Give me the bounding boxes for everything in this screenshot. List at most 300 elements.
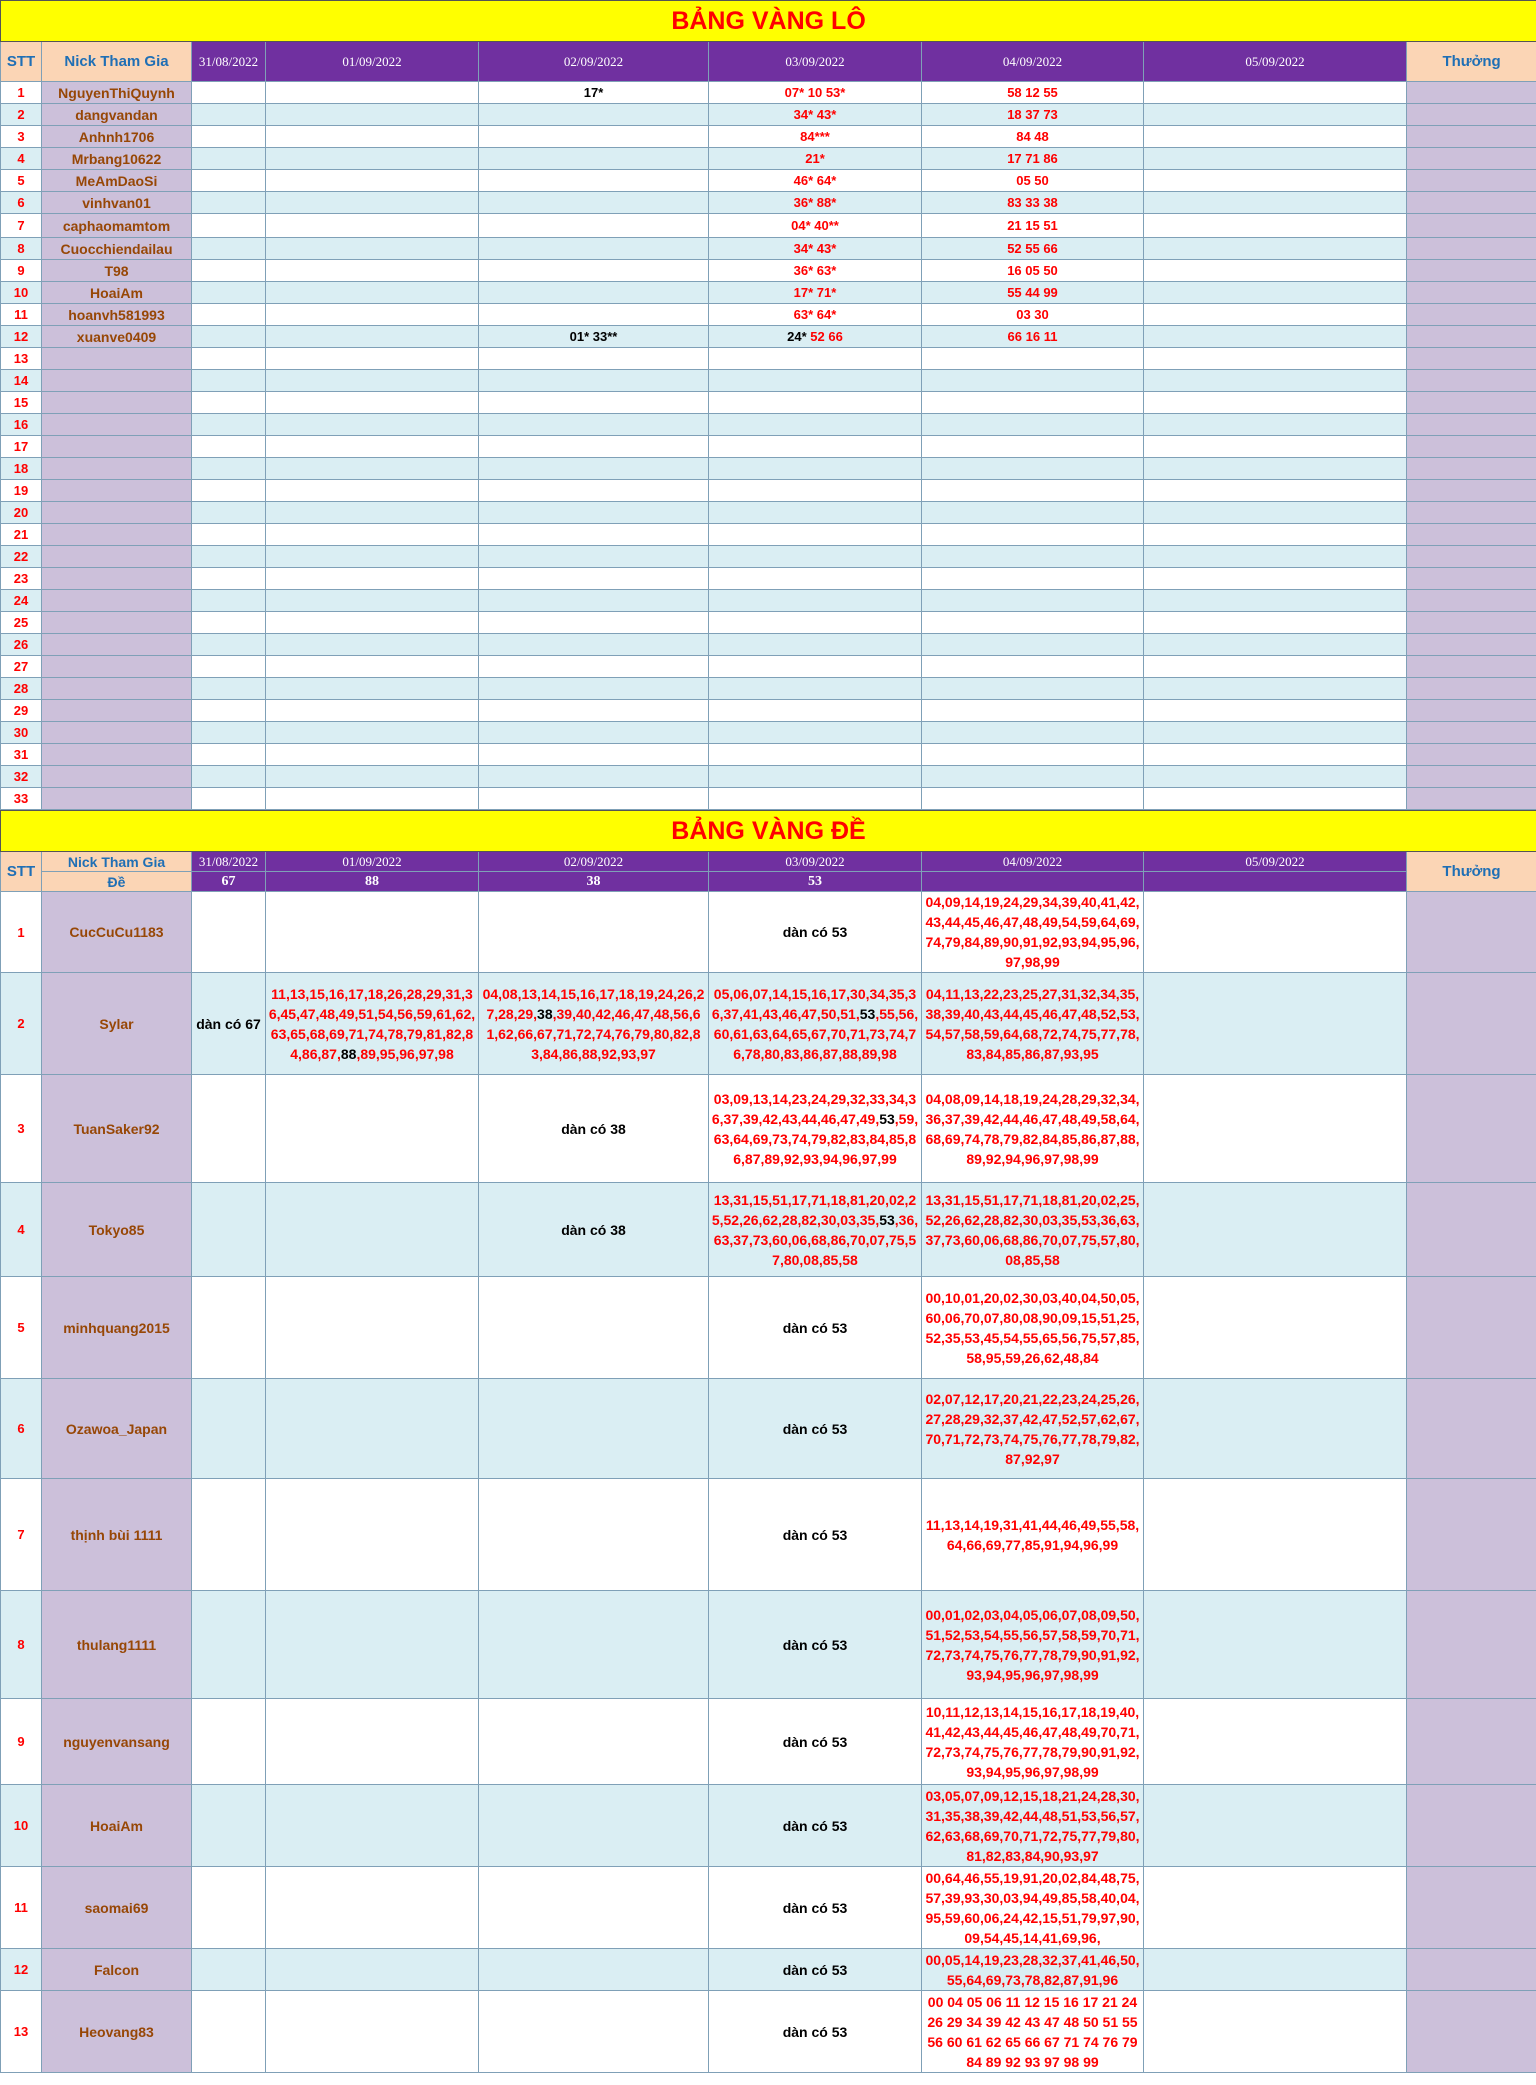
cell-entry xyxy=(479,1785,709,1867)
cell-empty xyxy=(1144,82,1407,104)
entry-text: 18 37 73 xyxy=(1007,107,1058,122)
row-stt: 5 xyxy=(1,170,42,192)
cell-entry: dàn có 67 xyxy=(192,973,266,1075)
cell-entry xyxy=(709,260,922,282)
cell-thuong xyxy=(1407,1379,1536,1479)
cell-entry xyxy=(479,973,709,1075)
cell-empty xyxy=(709,392,922,414)
cell-empty xyxy=(192,766,266,788)
cell-entry: dàn có 53 xyxy=(709,1991,922,2073)
cell-empty xyxy=(266,436,479,458)
cell-empty xyxy=(192,634,266,656)
row-stt: 2 xyxy=(1,973,42,1075)
row-stt: 11 xyxy=(1,1867,42,1949)
cell-thuong xyxy=(1407,436,1536,458)
entry-text: 10,11,12,13,14,15,16,17,18,19,40,41,42,43,44,45,46,47,48,49,70,71,72,73,74,75,76,77,78,79,90,91,92,93,94,95,96,97,98,99 xyxy=(925,1703,1140,1780)
cell-empty xyxy=(266,214,479,238)
row-nick: HoaiAm xyxy=(42,282,192,304)
cell-empty xyxy=(266,392,479,414)
de-title: BẢNG VÀNG ĐỀ xyxy=(1,811,1536,852)
cell-thuong xyxy=(1407,126,1536,148)
cell-thuong xyxy=(1407,192,1536,214)
cell-empty xyxy=(479,678,709,700)
cell-entry xyxy=(479,1379,709,1479)
cell-empty xyxy=(1144,104,1407,126)
result-value: 88 xyxy=(266,872,479,892)
cell-empty xyxy=(922,744,1144,766)
cell-empty xyxy=(192,282,266,304)
cell-thuong xyxy=(1407,1699,1536,1785)
row-nick: CucCuCu1183 xyxy=(42,892,192,973)
cell-empty xyxy=(192,148,266,170)
cell-entry xyxy=(922,1699,1144,1785)
cell-empty xyxy=(192,656,266,678)
row-stt: 1 xyxy=(1,892,42,973)
cell-entry xyxy=(922,1949,1144,1991)
cell-thuong xyxy=(1407,170,1536,192)
row-nick xyxy=(42,766,192,788)
cell-empty xyxy=(266,192,479,214)
table-row xyxy=(1,1479,1536,1591)
entry-text: 55 44 99 xyxy=(1007,285,1058,300)
row-stt: 9 xyxy=(1,1699,42,1785)
cell-entry xyxy=(709,170,922,192)
cell-thuong xyxy=(1407,744,1536,766)
cell-empty xyxy=(709,590,922,612)
cell-thuong xyxy=(1407,1591,1536,1699)
cell-entry xyxy=(922,126,1144,148)
cell-empty xyxy=(709,370,922,392)
entry-text: ,59,63,64,69,73,74,79,82,83,84,85,86,87,89,92,93,94,96,97,99 xyxy=(713,1110,919,1167)
cell-thuong xyxy=(1407,546,1536,568)
row-stt: 21 xyxy=(1,524,42,546)
row-stt: 17 xyxy=(1,436,42,458)
cell-empty xyxy=(922,590,1144,612)
entry-text: 00,10,01,20,02,30,03,40,04,50,05,60,06,70,07,80,08,90,09,15,51,25,52,35,53,45,54,55,65,56,75,57,85,58,95,59,26,62,48,84 xyxy=(925,1289,1140,1366)
cell-empty xyxy=(922,634,1144,656)
cell-entry xyxy=(266,1949,479,1991)
entry-text: 04,11,13,22,23,25,27,31,32,34,35,38,39,40,43,44,45,46,47,48,52,53,54,57,58,59,64,68,72,74,75,77,78,83,84,85,86,87,93,95 xyxy=(925,985,1140,1062)
cell-empty xyxy=(922,612,1144,634)
table-row xyxy=(1,1867,1536,1949)
cell-empty xyxy=(1144,590,1407,612)
cell-entry xyxy=(479,238,709,260)
cell-empty xyxy=(479,436,709,458)
cell-empty xyxy=(192,568,266,590)
table-row xyxy=(1,436,1536,458)
cell-empty xyxy=(709,700,922,722)
cell-empty xyxy=(1144,126,1407,148)
row-stt: 6 xyxy=(1,1379,42,1479)
cell-entry xyxy=(479,1991,709,2073)
cell-empty xyxy=(266,612,479,634)
row-nick xyxy=(42,744,192,766)
cell-empty xyxy=(922,348,1144,370)
cell-empty xyxy=(192,104,266,126)
row-stt: 7 xyxy=(1,214,42,238)
table-row xyxy=(1,1591,1536,1699)
cell-empty xyxy=(266,260,479,282)
cell-entry: dàn có 53 xyxy=(709,1379,922,1479)
header-date: 04/09/2022 xyxy=(922,852,1144,872)
cell-empty xyxy=(1144,973,1407,1075)
cell-thuong xyxy=(1407,502,1536,524)
cell-empty xyxy=(479,392,709,414)
cell-empty xyxy=(192,678,266,700)
table-row xyxy=(1,370,1536,392)
header-nick: Nick Tham Gia xyxy=(42,42,192,82)
row-nick xyxy=(42,502,192,524)
header-date: 03/09/2022 xyxy=(709,852,922,872)
row-nick: Ozawoa_Japan xyxy=(42,1379,192,1479)
table-row xyxy=(1,766,1536,788)
cell-entry xyxy=(266,1277,479,1379)
cell-entry xyxy=(266,1991,479,2073)
row-stt: 19 xyxy=(1,480,42,502)
cell-entry xyxy=(922,170,1144,192)
row-nick: MeAmDaoSi xyxy=(42,170,192,192)
cell-entry xyxy=(709,282,922,304)
cell-entry xyxy=(922,326,1144,348)
row-nick xyxy=(42,722,192,744)
row-stt: 29 xyxy=(1,700,42,722)
cell-empty xyxy=(1144,502,1407,524)
entry-text: 36* 63* xyxy=(793,263,837,278)
row-nick: Cuocchiendailau xyxy=(42,238,192,260)
entry-text: 02,07,12,17,20,21,22,23,24,25,26,27,28,29,32,37,42,47,52,57,62,67,70,71,72,73,74,75,76,77,78,79,82,87,92,97 xyxy=(925,1390,1140,1467)
cell-entry xyxy=(922,304,1144,326)
cell-empty xyxy=(266,634,479,656)
cell-empty xyxy=(479,458,709,480)
cell-entry xyxy=(479,126,709,148)
cell-entry xyxy=(266,1479,479,1591)
table-row xyxy=(1,282,1536,304)
entry-text: 13,31,15,51,17,71,18,81,20,02,25,52,26,62,28,82,30,03,35,53,36,63,37,73,60,06,68,86,70,07,75,57,80,08,85,58 xyxy=(925,1191,1140,1268)
header-date: 01/09/2022 xyxy=(266,852,479,872)
cell-empty xyxy=(1144,348,1407,370)
cell-empty xyxy=(479,656,709,678)
result-value: 67 xyxy=(192,872,266,892)
cell-empty xyxy=(1144,1479,1407,1591)
cell-empty xyxy=(1144,480,1407,502)
entry-text: 84 48 xyxy=(1016,129,1049,144)
cell-empty xyxy=(709,502,922,524)
cell-entry xyxy=(922,1075,1144,1183)
cell-empty xyxy=(192,458,266,480)
entry-text: 05,06,07,14,15,16,17,30,34,35,36,37,41,43,46,47,50,51, xyxy=(711,985,917,1022)
table-row xyxy=(1,1785,1536,1867)
cell-entry xyxy=(266,973,479,1075)
row-nick xyxy=(42,436,192,458)
cell-thuong xyxy=(1407,788,1536,810)
cell-empty xyxy=(922,370,1144,392)
entry-text: 01* 33** xyxy=(569,329,618,344)
row-nick: Mrbang10622 xyxy=(42,148,192,170)
cell-entry xyxy=(922,104,1144,126)
cell-empty xyxy=(1144,458,1407,480)
cell-entry xyxy=(479,1277,709,1379)
entry-text: 66 16 11 xyxy=(1007,329,1058,344)
entry-text: 13,31,15,51,17,71,18,81,20,02,25,52,26,62,28,82,30,03,35, xyxy=(711,1191,917,1228)
cell-thuong xyxy=(1407,1479,1536,1591)
row-stt: 16 xyxy=(1,414,42,436)
row-stt: 6 xyxy=(1,192,42,214)
cell-entry xyxy=(192,1867,266,1949)
cell-thuong xyxy=(1407,678,1536,700)
cell-empty xyxy=(266,126,479,148)
cell-entry xyxy=(479,1949,709,1991)
cell-empty xyxy=(1144,766,1407,788)
cell-empty xyxy=(266,348,479,370)
cell-empty xyxy=(192,126,266,148)
cell-empty xyxy=(1144,744,1407,766)
cell-thuong xyxy=(1407,214,1536,238)
table-row xyxy=(1,973,1536,1075)
header-date: 03/09/2022 xyxy=(709,42,922,82)
cell-empty xyxy=(479,414,709,436)
cell-entry xyxy=(922,260,1144,282)
cell-empty xyxy=(266,170,479,192)
entry-text: 17* xyxy=(583,85,604,100)
cell-entry xyxy=(192,1075,266,1183)
row-stt: 2 xyxy=(1,104,42,126)
cell-empty xyxy=(479,502,709,524)
entry-text: 16 05 50 xyxy=(1007,263,1058,278)
result-value xyxy=(922,872,1144,892)
entry-text: 83 33 38 xyxy=(1007,195,1058,210)
entry-text: 04,09,14,19,24,29,34,39,40,41,42,43,44,45,46,47,48,49,54,59,64,69,74,79,84,89,90,91,92,93,94,95,96,97,98,99 xyxy=(925,894,1140,970)
row-stt: 28 xyxy=(1,678,42,700)
row-nick: T98 xyxy=(42,260,192,282)
row-nick: xuanve0409 xyxy=(42,326,192,348)
cell-entry xyxy=(709,148,922,170)
cell-empty xyxy=(479,634,709,656)
table-row xyxy=(1,214,1536,238)
row-nick xyxy=(42,524,192,546)
cell-empty xyxy=(922,414,1144,436)
cell-thuong xyxy=(1407,1867,1536,1949)
cell-entry xyxy=(479,282,709,304)
row-stt: 18 xyxy=(1,458,42,480)
row-nick xyxy=(42,370,192,392)
cell-entry xyxy=(192,1277,266,1379)
cell-entry xyxy=(266,1183,479,1277)
cell-empty xyxy=(922,766,1144,788)
table-row xyxy=(1,392,1536,414)
lo-title: BẢNG VÀNG LÔ xyxy=(1,1,1536,42)
row-nick xyxy=(42,678,192,700)
row-nick: nguyenvansang xyxy=(42,1699,192,1785)
cell-empty xyxy=(266,722,479,744)
cell-entry xyxy=(192,1785,266,1867)
cell-entry: dàn có 38 xyxy=(479,1075,709,1183)
table-row xyxy=(1,612,1536,634)
cell-empty xyxy=(192,700,266,722)
row-stt: 3 xyxy=(1,126,42,148)
header-nick: Nick Tham Gia xyxy=(42,852,192,872)
cell-entry xyxy=(479,892,709,973)
entry-text: 03,09,13,14,23,24,29,32,33,34,36,37,39,42,43,44,46,47,49, xyxy=(711,1090,917,1127)
cell-empty xyxy=(266,700,479,722)
cell-empty xyxy=(192,192,266,214)
cell-entry xyxy=(922,973,1144,1075)
cell-entry xyxy=(922,1867,1144,1949)
cell-entry: dàn có 53 xyxy=(709,892,922,973)
cell-empty xyxy=(192,170,266,192)
table-row xyxy=(1,82,1536,104)
cell-entry xyxy=(709,326,922,348)
entry-text: 38 xyxy=(537,1005,553,1022)
row-nick xyxy=(42,590,192,612)
entry-text: 88 xyxy=(340,1045,357,1062)
cell-empty xyxy=(1144,656,1407,678)
cell-entry: dàn có 53 xyxy=(709,1277,922,1379)
cell-entry xyxy=(479,148,709,170)
row-stt: 10 xyxy=(1,1785,42,1867)
header-date: 04/09/2022 xyxy=(922,42,1144,82)
row-nick: thulang1111 xyxy=(42,1591,192,1699)
entry-text: ,89,95,96,97,98 xyxy=(356,1045,454,1062)
entry-text: 00 04 05 06 11 12 15 16 17 21 24 26 29 34 39 42 43 47 48 50 51 55 56 60 61 62 65 66 67 71 74 76 79 84 89 92 93 97 98 99 xyxy=(927,1993,1138,2070)
entry-text: 07* 10 53* xyxy=(784,85,846,100)
cell-empty xyxy=(266,480,479,502)
header-date: 02/09/2022 xyxy=(479,42,709,82)
header-thuong: Thưởng xyxy=(1407,852,1536,892)
cell-empty xyxy=(266,370,479,392)
row-stt: 30 xyxy=(1,722,42,744)
cell-entry xyxy=(709,1075,922,1183)
cell-empty xyxy=(1144,634,1407,656)
cell-entry xyxy=(192,1183,266,1277)
cell-empty xyxy=(922,678,1144,700)
row-stt: 5 xyxy=(1,1277,42,1379)
row-nick xyxy=(42,458,192,480)
cell-entry xyxy=(479,1479,709,1591)
row-stt: 12 xyxy=(1,326,42,348)
table-row xyxy=(1,414,1536,436)
cell-empty xyxy=(192,414,266,436)
cell-empty xyxy=(266,414,479,436)
cell-entry xyxy=(192,1591,266,1699)
header-date: 05/09/2022 xyxy=(1144,852,1407,872)
cell-entry: dàn có 53 xyxy=(709,1699,922,1785)
table-row xyxy=(1,104,1536,126)
cell-empty xyxy=(266,82,479,104)
entry-text: 04,08,09,14,18,19,24,28,29,32,34,36,37,39,42,44,46,47,48,49,58,64,68,69,74,78,79,82,84,85,86,87,88,89,92,94,96,97,98,99 xyxy=(925,1090,1140,1167)
cell-empty xyxy=(266,546,479,568)
cell-thuong xyxy=(1407,260,1536,282)
table-row xyxy=(1,170,1536,192)
table-row xyxy=(1,1379,1536,1479)
cell-thuong xyxy=(1407,568,1536,590)
table-row xyxy=(1,502,1536,524)
row-stt: 25 xyxy=(1,612,42,634)
cell-empty xyxy=(1144,326,1407,348)
cell-empty xyxy=(266,788,479,810)
cell-entry xyxy=(922,1277,1144,1379)
cell-thuong xyxy=(1407,304,1536,326)
cell-thuong xyxy=(1407,238,1536,260)
cell-empty xyxy=(1144,700,1407,722)
cell-entry xyxy=(922,214,1144,238)
row-stt: 33 xyxy=(1,788,42,810)
row-stt: 4 xyxy=(1,1183,42,1277)
cell-thuong xyxy=(1407,722,1536,744)
entry-text: 11,13,15,16,17,18,26,28,29,31,36,45,47,48,49,51,54,56,59,61,62,63,65,68,69,71,74,78,79,81,82,84,86,87, xyxy=(268,985,476,1062)
table-row xyxy=(1,348,1536,370)
cell-empty xyxy=(922,502,1144,524)
entry-text: 05 50 xyxy=(1016,173,1049,188)
cell-entry xyxy=(922,1591,1144,1699)
result-value: 38 xyxy=(479,872,709,892)
lo-table xyxy=(0,0,1536,810)
cell-empty xyxy=(192,722,266,744)
cell-empty xyxy=(192,348,266,370)
table-row xyxy=(1,326,1536,348)
cell-empty xyxy=(1144,722,1407,744)
cell-entry xyxy=(479,326,709,348)
table-row xyxy=(1,458,1536,480)
cell-entry xyxy=(266,1699,479,1785)
cell-empty xyxy=(709,634,922,656)
cell-empty xyxy=(479,766,709,788)
cell-empty xyxy=(1144,1591,1407,1699)
row-nick: HoaiAm xyxy=(42,1785,192,1867)
cell-entry xyxy=(922,1991,1144,2073)
entry-text: ,36,63,37,73,60,06,68,86,70,07,75,57,80,08,85,58 xyxy=(713,1211,919,1268)
cell-empty xyxy=(266,148,479,170)
cell-entry xyxy=(479,1867,709,1949)
entry-text: 00,05,14,19,23,28,32,37,41,46,50,55,64,69,73,78,82,87,91,96 xyxy=(925,1951,1140,1988)
cell-empty xyxy=(1144,1183,1407,1277)
entry-text: 53 xyxy=(879,1110,895,1127)
cell-entry xyxy=(479,192,709,214)
table-row xyxy=(1,568,1536,590)
row-nick: NguyenThiQuynh xyxy=(42,82,192,104)
table-row xyxy=(1,260,1536,282)
table-row xyxy=(1,590,1536,612)
entry-text: 63* 64* xyxy=(793,307,837,322)
result-value: 53 xyxy=(709,872,922,892)
cell-entry xyxy=(266,892,479,973)
entry-text: 17* 71* xyxy=(793,285,837,300)
row-stt: 10 xyxy=(1,282,42,304)
cell-empty xyxy=(1144,214,1407,238)
row-nick xyxy=(42,700,192,722)
cell-entry xyxy=(709,82,922,104)
cell-entry xyxy=(922,82,1144,104)
cell-empty xyxy=(192,238,266,260)
cell-empty xyxy=(1144,170,1407,192)
cell-empty xyxy=(1144,414,1407,436)
cell-empty xyxy=(479,480,709,502)
cell-empty xyxy=(479,788,709,810)
cell-empty xyxy=(1144,678,1407,700)
cell-entry xyxy=(479,170,709,192)
cell-empty xyxy=(266,238,479,260)
row-nick xyxy=(42,656,192,678)
cell-empty xyxy=(1144,436,1407,458)
cell-empty xyxy=(922,656,1144,678)
cell-entry xyxy=(479,304,709,326)
cell-empty xyxy=(192,304,266,326)
row-stt: 8 xyxy=(1,1591,42,1699)
cell-thuong xyxy=(1407,104,1536,126)
row-stt: 13 xyxy=(1,348,42,370)
table-row xyxy=(1,1075,1536,1183)
table-row xyxy=(1,678,1536,700)
cell-thuong xyxy=(1407,148,1536,170)
